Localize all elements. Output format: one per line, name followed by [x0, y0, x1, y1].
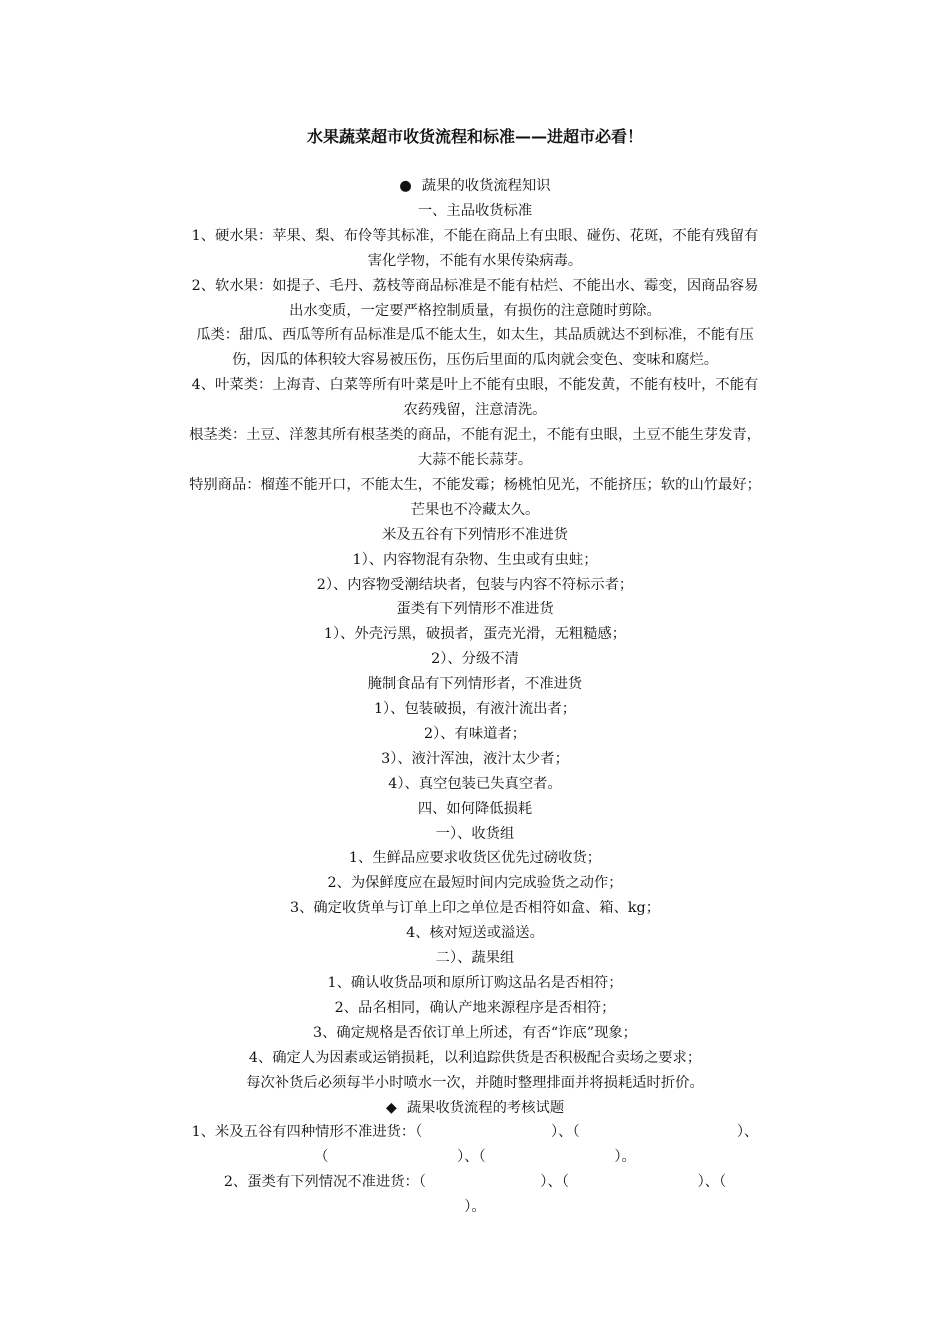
list-item: 2）、有味道者；	[423, 725, 527, 742]
paragraph: 2、软水果：如提子、毛丹、荔枝等商品标准是不能有枯烂、不能出水、霉变，因商品容易 出水变质，一定要严格控制质量，有损伤的注意随时剪除。	[191, 277, 759, 319]
document-title: 水果蔬菜超市收货流程和标准——进超市必看！	[306, 127, 643, 146]
list-item: 1）、包装破损，有液汁流出者；	[373, 701, 577, 718]
list-item: 3、确定收货单与订单上印之单位是否相符如盒、箱、kg；	[289, 900, 661, 917]
list-item: 四、如何降低损耗	[417, 800, 533, 817]
bullet-dot-icon: ●	[399, 178, 412, 194]
list-item: 腌制食品有下列情形者，不准进货	[367, 676, 583, 693]
list-item: 4）、真空包装已失真空者。	[388, 775, 562, 792]
list-item: 蛋类有下列情形不准进货	[396, 601, 554, 618]
quiz-heading	[138, 1096, 812, 1121]
list-item: 1、确认收货品项和原所订购这品名是否相符；	[327, 975, 623, 991]
paragraph: 特别商品：榴莲不能开口，不能太生，不能发霉；杨桃怕见光，不能挤压；软的山竹最好； 芒果也不冷藏太久。	[189, 476, 761, 518]
list-item: 3）、液汁浑浊，液汁太少者；	[381, 750, 569, 767]
paragraph: 1、硬水果：苹果、梨、布伶等其标准，不能在商品上有虫眼、碰伤、花斑，不能有残留有 害化学物，不能有水果传染病毒。	[191, 227, 759, 269]
list-item: 2、品名相同，确认产地来源程序是否相符；	[334, 999, 616, 1016]
paragraph: 瓜类：甜瓜、西瓜等所有品标准是瓜不能太生，如太生，其品质就达不到标准，不能有压 伤，因瓜的体积较大容易被压伤，压伤后里面的瓜肉就会变色、变味和腐烂。	[196, 327, 754, 369]
standards-paragraphs	[138, 224, 812, 523]
list-item: 1）、外壳污黑，破损者，蛋壳光滑，无粗糙感；	[323, 626, 627, 643]
list-item: 一）、收货组	[435, 825, 515, 842]
paragraph: 4、叶菜类：上海青、白菜等所有叶菜是叶上不能有虫眼，不能发黄，不能有枝叶，不能有 农药残留，注意清洗。	[191, 377, 759, 419]
rules-list	[138, 523, 812, 1096]
quiz-question-2-cont: ）。	[464, 1199, 486, 1216]
list-item: 4、核对短送或溢送。	[406, 925, 544, 942]
section-heading	[138, 174, 812, 199]
list-item: 米及五谷有下列情形不准进货	[382, 526, 568, 543]
section-heading-text: 蔬果的收货流程知识	[421, 178, 551, 194]
paragraph: 根茎类：土豆、洋葱其所有根茎类的商品，不能有泥土，不能有虫眼，土豆不能生芽发青， 大蒜不能长蒜芽。	[189, 427, 761, 468]
diamond-bullet-icon: ◆	[385, 1099, 397, 1116]
quiz-question-1: 1、米及五谷有四种情形不准进货：（ ）、（ ）、	[191, 1124, 759, 1141]
subsection-heading: 一、主品收货标准	[417, 202, 533, 219]
list-item: 1）、内容物混有杂物、生虫或有虫蛀；	[352, 551, 598, 568]
list-item: 二）、蔬果组	[435, 950, 515, 967]
list-item: 1、生鲜品应要求收货区优先过磅收货；	[348, 850, 602, 867]
list-item: 2、为保鲜度应在最短时间内完成验货之动作；	[327, 875, 623, 892]
list-item: 4、确定人为因素或运销损耗，以利追踪供货是否积极配合卖场之要求；	[248, 1049, 702, 1066]
document-page	[138, 125, 812, 1220]
list-item: 3、确定规格是否依订单上所述，有否“诈底”现象；	[313, 1024, 637, 1041]
list-item: 2）、分级不清	[431, 651, 519, 668]
quiz-heading-text: 蔬果收货流程的考核试题	[406, 1099, 565, 1116]
quiz-question-2: 2、蛋类有下列情况不准进货：（ ）、（ ）、（	[223, 1174, 727, 1191]
list-item: 2）、内容物受潮结块者，包装与内容不符标示者；	[316, 576, 634, 593]
list-item: 每次补货后必须每半小时喷水一次，并随时整理排面并将损耗适时折价。	[246, 1074, 704, 1091]
quiz-section	[138, 1096, 812, 1221]
quiz-question-1-cont: （ ）、（ ）。	[314, 1149, 636, 1166]
